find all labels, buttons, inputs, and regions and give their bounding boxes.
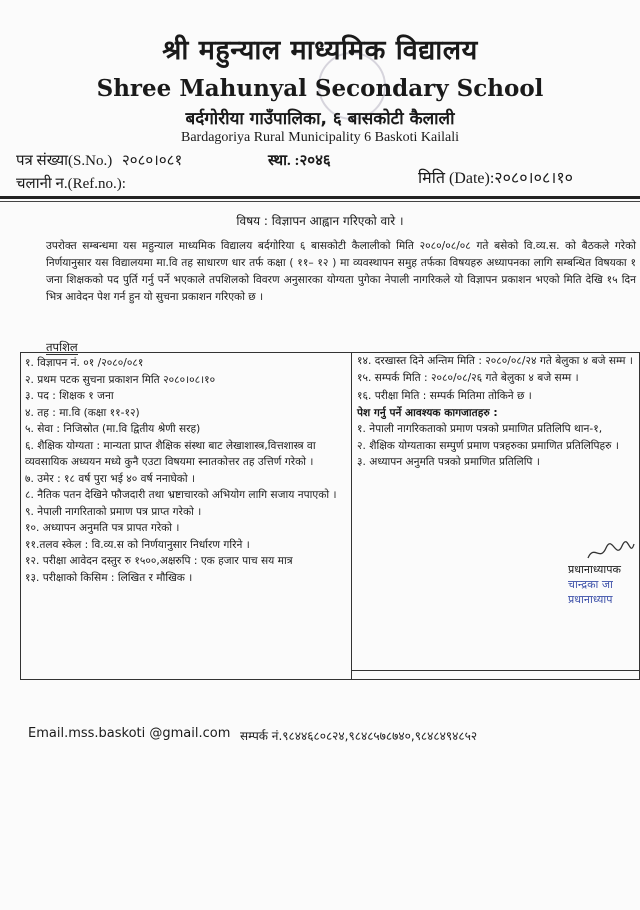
list-item: १. विज्ञापन नं. ०१ /२०८०/०८१: [25, 357, 144, 369]
list-item: ८. नैतिक पतन देखिने फौजदारी तथा भ्रष्टाचारको अभियोग लागि सजाय नपाएको ।: [25, 489, 337, 501]
date-label: मिति (Date):: [418, 170, 495, 187]
signature-block: [568, 562, 640, 607]
details-heading: तपशिल: [46, 340, 78, 354]
list-item: २. प्रथम पटक सुचना प्रकाशन मिति २०८०।०८।१०: [25, 373, 216, 386]
list-item: ९. नेपाली नागरिताको प्रमाण पत्र प्राप्त गरेको ।: [25, 505, 202, 518]
list-item: १४. दरखास्त दिने अन्तिम मिति : २०८०/०८/२४ गते बेलुका ४ बजे सम्म ।: [357, 355, 633, 367]
list-item: ३. पद : शिक्षक १ जना: [25, 390, 114, 402]
school-name-nepali: श्री महुन्याल माध्यमिक विद्यालय: [162, 35, 478, 66]
established-year: स्था. :२०४६: [268, 153, 331, 169]
details-table: [20, 352, 640, 680]
letter-date: [418, 166, 573, 188]
table-right-bottom-line: [351, 670, 639, 671]
list-item: १२. परीक्षा आवेदन दस्तुर रु १५००,अक्षरुपि : एक हजार पाच सय मात्र: [25, 555, 293, 567]
date-value: २०८०।०८।१०: [494, 170, 573, 187]
list-item: ५. सेवा : निजिस्रोत (मा.वि द्वितीय श्रेणी सरह): [25, 423, 201, 435]
list-item: ४. तह : मा.वि (कक्षा ११-१२): [25, 406, 140, 419]
stamp-name-line: चान्द्रका जा: [568, 578, 613, 591]
municipality-english: Bardagoriya Rural Municipality 6 Baskoti Kailali: [181, 130, 459, 145]
municipality-nepali: बर्दगोरीया गाउँपालिका, ६ बासकोटी कैलाली: [185, 109, 455, 129]
letter-number: [16, 150, 182, 170]
list-item: ३. अध्यापन अनुमति पत्रको प्रमाणित प्रतिलिपि ।: [357, 456, 540, 468]
footer-contact: सम्पर्क नं.९८४४६८०८२४,९८४८५७८७४०,९८४८४९४८५२: [240, 729, 478, 743]
list-item: १५. सम्पर्क मिति : २०८०/०८/२६ गते बेलुका ४ बजे सम्म ।: [357, 371, 579, 384]
subject-line: विषय : विज्ञापन आह्वान गरिएको वारे ।: [236, 214, 404, 228]
stamp-title-line: प्रधानाध्याप: [568, 593, 613, 606]
list-item: १. नेपाली नागरिकताको प्रमाण पत्रको प्रमाणित प्रतिलिपि थान-१,: [357, 423, 603, 435]
table-column-divider: [351, 353, 352, 679]
list-item: ७. उमेर : १८ वर्ष पुरा भई ४० वर्ष ननाघेको ।: [25, 472, 196, 485]
list-item: १०. अध्यापन अनुमति पत्र प्रापत गरेको ।: [25, 522, 180, 534]
list-item: २. शैक्षिक योग्यताका सम्पुर्ण प्रमाण पत्रहरुका प्रमाणित प्रतिलिपिहरु ।: [357, 439, 619, 452]
list-item: ११.तलव स्केल : वि.व्य.स को निर्णयानुसार निर्धारण गरिने ।: [25, 538, 250, 551]
principal-title: प्रधानाध्यापक: [568, 563, 621, 576]
list-item: १६. परीक्षा मिति : सम्पर्क मितिमा तोकिने छ ।: [357, 390, 532, 402]
reference-number-label: चलानी न.(Ref.no.):: [16, 176, 126, 192]
letter-number-value: २०८०।०८१: [121, 153, 183, 169]
handwritten-signature: [586, 540, 636, 564]
list-item: १३. परीक्षाको किसिम : लिखित र मौखिक ।: [25, 571, 193, 584]
list-item: ६. शैक्षिक योग्यता : मान्यता प्राप्त शैक्षिक संस्था बाट लेखाशास्त्र,वित्तशास्त्र वा व्यवसायिक अध्ययन मध्ये कुनै एउटा विषयमा स्नातकोत्तर तह उत्तिर्ण गरेको ।: [25, 439, 316, 468]
header-rule-thick: [0, 196, 640, 199]
right-column: [357, 353, 637, 471]
left-column: [25, 355, 347, 586]
documents-heading: पेश गर्नु पर्ने आवश्यक कागजातहरु :: [357, 406, 498, 419]
footer-email: Email.mss.baskoti @gmail.com: [28, 726, 231, 741]
notice-body: उपरोक्त सम्बन्धमा यस महुन्याल माध्यमिक विद्यालय बर्दगोरिया ६ बासकोटी कैलालीको मिति २०८०/०८/०८ गते बसेको वि.व्य.स. को बैठकले गरेको निर्णयानुसार यस विद्यालयमा मा.वि तह साधारण धार तर्फ कक्षा ( ११– १२ ) मा व्यवस्थापन समुह तर्फका विषयहरु अध्यापनका लागि सम्बन्धित विषयका १ जना शिक्षकको पद पुर्ति गर्नु पर्ने भएकाले तपशिलको विवरण अनुसारका योग्यता पुगेका नेपाली नागरिकले यो विज्ञापन प्रकाशन भएको मिति देखि १५ दिन भित्र आवेदन पेश गर्न हुन यो सुचना प्रकाशन गरिएको छ ।: [46, 240, 636, 303]
letter-number-label: पत्र संख्या(S.No.): [16, 153, 113, 169]
header-rule-thin: [0, 201, 640, 202]
school-name-english: Shree Mahunyal Secondary School: [96, 75, 544, 102]
